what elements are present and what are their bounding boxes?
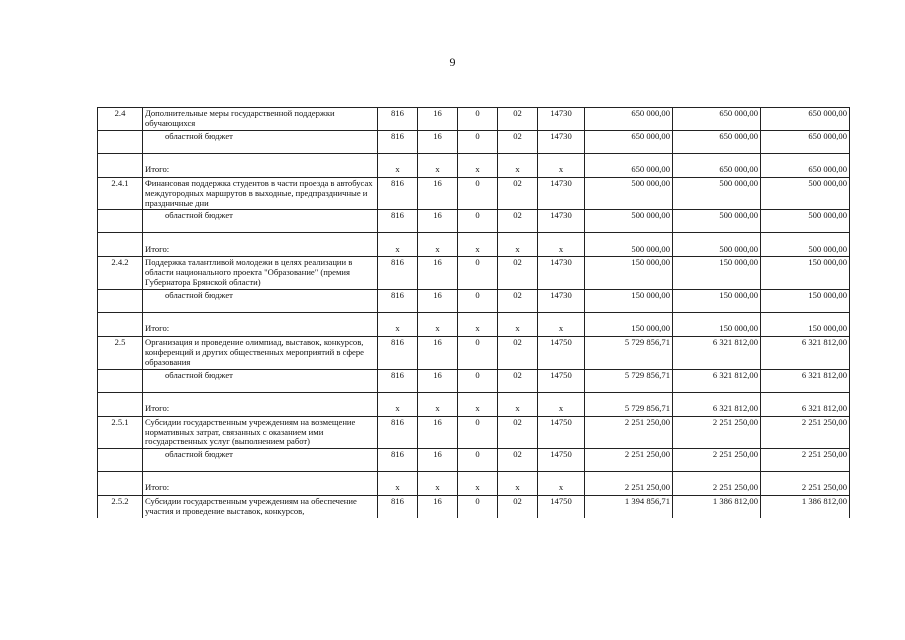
row-name: Итого: — [143, 233, 378, 257]
code-gov: 816 — [378, 369, 418, 392]
code-direction: 14750 — [538, 369, 585, 392]
code-direction: 14750 — [538, 496, 585, 518]
code-section: 16 — [418, 337, 458, 370]
table-row-total — [98, 233, 850, 257]
code-gov: 816 — [378, 210, 418, 233]
code-gov: 816 — [378, 416, 418, 449]
code-direction: 14730 — [538, 290, 585, 313]
table-row-fund — [98, 369, 850, 392]
table-row-total — [98, 472, 850, 496]
table-row-total — [98, 313, 850, 337]
code-program: x — [498, 233, 538, 257]
amount-year-1: 1 394 856,71 — [585, 496, 673, 518]
code-program: 02 — [498, 449, 538, 472]
row-name: Итого: — [143, 313, 378, 337]
code-program: 02 — [498, 290, 538, 313]
amount-year-3: 650 000,00 — [761, 108, 850, 131]
amount-year-1: 150 000,00 — [585, 257, 673, 290]
row-number: 2.5.2 — [98, 496, 143, 518]
amount-year-1: 2 251 250,00 — [585, 449, 673, 472]
code-gov: 816 — [378, 337, 418, 370]
amount-year-2: 1 386 812,00 — [673, 496, 761, 518]
amount-year-3: 2 251 250,00 — [761, 472, 850, 496]
code-program: 02 — [498, 108, 538, 131]
amount-year-2: 6 321 812,00 — [673, 337, 761, 370]
code-program: x — [498, 472, 538, 496]
amount-year-3: 2 251 250,00 — [761, 449, 850, 472]
row-name: областной бюджет — [143, 449, 378, 472]
amount-year-2: 150 000,00 — [673, 313, 761, 337]
table-row-total — [98, 153, 850, 177]
code-subsection: 0 — [458, 177, 498, 210]
table-row-main — [98, 108, 850, 131]
code-gov: 816 — [378, 496, 418, 518]
amount-year-1: 5 729 856,71 — [585, 337, 673, 370]
code-subsection: 0 — [458, 130, 498, 153]
code-subsection: 0 — [458, 369, 498, 392]
amount-year-2: 500 000,00 — [673, 177, 761, 210]
amount-year-3: 6 321 812,00 — [761, 369, 850, 392]
code-direction: 14730 — [538, 108, 585, 131]
table-row-fund — [98, 210, 850, 233]
code-subsection: 0 — [458, 210, 498, 233]
row-name: Итого: — [143, 153, 378, 177]
table-row-main — [98, 257, 850, 290]
code-subsection: 0 — [458, 337, 498, 370]
code-program: 02 — [498, 369, 538, 392]
amount-year-1: 5 729 856,71 — [585, 392, 673, 416]
code-gov: 816 — [378, 177, 418, 210]
row-number — [98, 233, 143, 257]
code-program: 02 — [498, 210, 538, 233]
row-name: Дополнительные меры государственной поддержки обучающихся — [143, 108, 378, 131]
code-section: x — [418, 392, 458, 416]
row-name: Субсидии государственным учреждениям на возмещение нормативных затрат, связанных с оказанием ими государственных услуг (выполнением работ) — [143, 416, 378, 449]
table-row-main — [98, 496, 850, 518]
code-direction: 14730 — [538, 257, 585, 290]
amount-year-3: 6 321 812,00 — [761, 392, 850, 416]
amount-year-2: 150 000,00 — [673, 290, 761, 313]
code-section: 16 — [418, 130, 458, 153]
code-subsection: 0 — [458, 257, 498, 290]
amount-year-3: 150 000,00 — [761, 313, 850, 337]
code-section: x — [418, 472, 458, 496]
code-direction: 14750 — [538, 449, 585, 472]
amount-year-1: 500 000,00 — [585, 177, 673, 210]
code-section: 16 — [418, 369, 458, 392]
row-number — [98, 472, 143, 496]
code-gov: x — [378, 472, 418, 496]
code-program: 02 — [498, 337, 538, 370]
code-subsection: 0 — [458, 449, 498, 472]
row-number — [98, 392, 143, 416]
code-program: x — [498, 313, 538, 337]
amount-year-2: 6 321 812,00 — [673, 369, 761, 392]
budget-table — [97, 107, 850, 518]
amount-year-1: 650 000,00 — [585, 108, 673, 131]
amount-year-3: 500 000,00 — [761, 210, 850, 233]
code-program: x — [498, 392, 538, 416]
amount-year-1: 650 000,00 — [585, 130, 673, 153]
code-gov: 816 — [378, 130, 418, 153]
code-program: 02 — [498, 257, 538, 290]
code-subsection: 0 — [458, 290, 498, 313]
table-row-total — [98, 392, 850, 416]
row-number: 2.5 — [98, 337, 143, 370]
row-name: областной бюджет — [143, 210, 378, 233]
code-direction: 14750 — [538, 337, 585, 370]
amount-year-2: 2 251 250,00 — [673, 449, 761, 472]
row-number — [98, 130, 143, 153]
amount-year-3: 500 000,00 — [761, 177, 850, 210]
row-number — [98, 153, 143, 177]
code-gov: x — [378, 153, 418, 177]
code-section: 16 — [418, 449, 458, 472]
amount-year-2: 500 000,00 — [673, 210, 761, 233]
code-direction: x — [538, 392, 585, 416]
amount-year-1: 2 251 250,00 — [585, 472, 673, 496]
code-subsection: x — [458, 392, 498, 416]
amount-year-3: 650 000,00 — [761, 130, 850, 153]
amount-year-3: 1 386 812,00 — [761, 496, 850, 518]
code-section: 16 — [418, 257, 458, 290]
code-subsection: 0 — [458, 108, 498, 131]
code-subsection: x — [458, 313, 498, 337]
code-gov: x — [378, 233, 418, 257]
row-name: областной бюджет — [143, 290, 378, 313]
row-name: Итого: — [143, 392, 378, 416]
row-number — [98, 290, 143, 313]
row-number: 2.4.1 — [98, 177, 143, 210]
code-gov: 816 — [378, 108, 418, 131]
code-section: 16 — [418, 496, 458, 518]
amount-year-3: 150 000,00 — [761, 257, 850, 290]
code-section: 16 — [418, 290, 458, 313]
amount-year-2: 500 000,00 — [673, 233, 761, 257]
code-direction: x — [538, 472, 585, 496]
amount-year-3: 650 000,00 — [761, 153, 850, 177]
code-section: x — [418, 233, 458, 257]
code-gov: 816 — [378, 290, 418, 313]
amount-year-2: 150 000,00 — [673, 257, 761, 290]
amount-year-3: 6 321 812,00 — [761, 337, 850, 370]
row-number — [98, 369, 143, 392]
code-subsection: x — [458, 153, 498, 177]
amount-year-1: 650 000,00 — [585, 153, 673, 177]
code-direction: 14730 — [538, 130, 585, 153]
row-name: Итого: — [143, 472, 378, 496]
code-gov: 816 — [378, 449, 418, 472]
code-section: 16 — [418, 210, 458, 233]
amount-year-3: 2 251 250,00 — [761, 416, 850, 449]
table-row-main — [98, 337, 850, 370]
amount-year-3: 500 000,00 — [761, 233, 850, 257]
amount-year-2: 2 251 250,00 — [673, 472, 761, 496]
table-row-fund — [98, 449, 850, 472]
table-row-main — [98, 416, 850, 449]
code-subsection: 0 — [458, 496, 498, 518]
code-section: x — [418, 153, 458, 177]
amount-year-1: 150 000,00 — [585, 290, 673, 313]
code-program: x — [498, 153, 538, 177]
code-direction: 14730 — [538, 177, 585, 210]
code-gov: x — [378, 392, 418, 416]
code-section: 16 — [418, 177, 458, 210]
code-section: 16 — [418, 416, 458, 449]
code-section: 16 — [418, 108, 458, 131]
code-direction: x — [538, 153, 585, 177]
table-row-main — [98, 177, 850, 210]
code-program: 02 — [498, 130, 538, 153]
code-section: x — [418, 313, 458, 337]
code-direction: x — [538, 233, 585, 257]
amount-year-2: 2 251 250,00 — [673, 416, 761, 449]
code-direction: x — [538, 313, 585, 337]
code-program: 02 — [498, 496, 538, 518]
code-subsection: 0 — [458, 416, 498, 449]
amount-year-1: 500 000,00 — [585, 210, 673, 233]
amount-year-1: 150 000,00 — [585, 313, 673, 337]
row-number: 2.4 — [98, 108, 143, 131]
amount-year-1: 500 000,00 — [585, 233, 673, 257]
row-number — [98, 449, 143, 472]
code-direction: 14750 — [538, 416, 585, 449]
row-number — [98, 313, 143, 337]
row-number: 2.4.2 — [98, 257, 143, 290]
page-number: 9 — [449, 55, 456, 69]
code-gov: x — [378, 313, 418, 337]
amount-year-2: 650 000,00 — [673, 130, 761, 153]
code-subsection: x — [458, 472, 498, 496]
row-number — [98, 210, 143, 233]
amount-year-1: 2 251 250,00 — [585, 416, 673, 449]
code-direction: 14730 — [538, 210, 585, 233]
amount-year-1: 5 729 856,71 — [585, 369, 673, 392]
row-name: областной бюджет — [143, 369, 378, 392]
row-name: Финансовая поддержка студентов в части проезда в автобусах междугородных маршрутов в выходные, предпраздничные и праздничные дни — [143, 177, 378, 210]
amount-year-2: 6 321 812,00 — [673, 392, 761, 416]
table-row-fund — [98, 290, 850, 313]
code-program: 02 — [498, 416, 538, 449]
table-body — [98, 108, 850, 519]
code-gov: 816 — [378, 257, 418, 290]
amount-year-3: 150 000,00 — [761, 290, 850, 313]
amount-year-2: 650 000,00 — [673, 108, 761, 131]
code-program: 02 — [498, 177, 538, 210]
row-name: областной бюджет — [143, 130, 378, 153]
code-subsection: x — [458, 233, 498, 257]
row-number: 2.5.1 — [98, 416, 143, 449]
row-name: Организация и проведение олимпиад, выставок, конкурсов, конференций и других общественных мероприятий в сфере образования — [143, 337, 378, 370]
row-name: Поддержка талантливой молодежи в целях реализации в области национального проекта "Образование" (премия Губернатора Брянской области) — [143, 257, 378, 290]
table-row-fund — [98, 130, 850, 153]
row-name: Субсидии государственным учреждениям на обеспечение участия и проведение выставок, конкурсов, — [143, 496, 378, 518]
amount-year-2: 650 000,00 — [673, 153, 761, 177]
